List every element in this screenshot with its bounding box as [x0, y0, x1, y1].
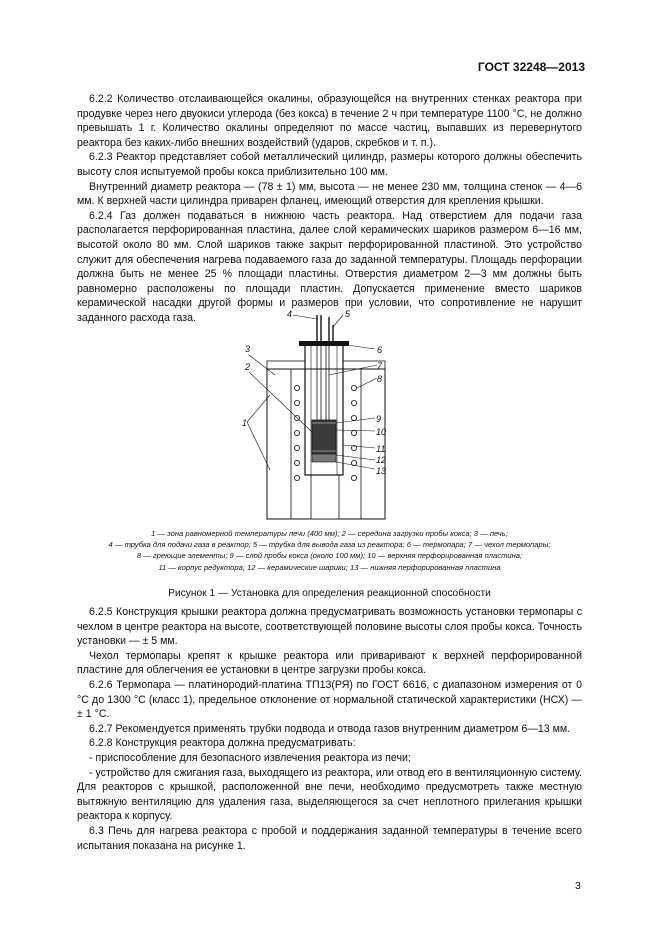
legend-line: 8 — греющие элементы; 9 — слой пробы кокса (около 100 мм); 10 — верхняя перфорированная пластина; — [136, 551, 523, 561]
paragraph: 6.2.2 Количество отслаивающейся окалины, образующейся на внутренних стенках реактора при продувке через него двуокиси углерода (без кокса) в течение 2 ч при температуре 1100 °С, не должно превышать 1 г. Количество окалины определяют по массе частиц, выпавших из перевернутого реактора без каких-либо внешних воздействий (ударов, скребков и т. п.). — [77, 93, 582, 149]
paragraph: 6.3 Печь для нагрева реактора с пробой и поддержания заданной температуры в течение всего испытания показана на рисунке 1. — [77, 824, 582, 852]
label-10: 10 — [376, 427, 387, 437]
label-12: 12 — [376, 455, 387, 465]
label-2: 2 — [245, 362, 251, 372]
label-9: 9 — [376, 414, 382, 424]
document-header: ГОСТ 32248—2013 — [477, 60, 585, 74]
paragraph: - приспособление для безопасного извлечения реактора из печи; — [89, 751, 411, 764]
figure-title: Рисунок 1 — Установка для определения реакционной способности — [168, 588, 491, 599]
legend-line: 4 — трубка для подачи газа в реактор; 5 — трубка для вывода газа из реактора; 6 — термопара; 7 — чехол термопары; — [108, 540, 551, 550]
label-5: 5 — [345, 309, 351, 319]
body-text-top — [77, 92, 582, 326]
legend-line: 11 — корпус редуктора; 12 — керамические шарики; 13 — нижняя перфорированная пластина — [158, 562, 501, 572]
label-7: 7 — [377, 361, 383, 371]
label-13: 13 — [376, 466, 387, 476]
paragraph: 6.2.8 Конструкция реактора должна предусматривать: — [89, 737, 356, 750]
page-number: 3 — [575, 880, 581, 892]
label-8: 8 — [377, 374, 383, 384]
paragraph: Чехол термопары крепят к крышке реактора или приваривают к верхней перфорированной пластине для облегчения ее установки в центре загрузки пробы кокса. — [77, 649, 582, 677]
label-4: 4 — [287, 309, 293, 319]
body-text-bottom — [77, 605, 582, 853]
paragraph: 6.2.3 Реактор представляет собой металлический цилиндр, размеры которого должны обеспечить высоту слоя испытуемой пробы кокса приблизительно 100 мм. — [77, 151, 582, 178]
paragraph: - устройство для сжигания газа, выходящего из реактора, или отвод его в вентиляционную систему. Для реакторов с крышкой, расположенной вне печи, необходимо предусмотреть также местную вытяжную вентиляцию для удаления газа, выделяющегося за счет неплотного прилегания крышки реактора к корпусу. — [77, 766, 582, 823]
paragraph: Внутренний диаметр реактора — (78 ± 1) мм, высота — не менее 230 мм, толщина стенок — 4—6 мм. К верхней части цилиндра приварен фланец, имеющий отверстия для крепления крышки. — [77, 180, 582, 208]
paragraph: 6.2.7 Рекомендуется применять трубки подвода и отвода газов внутренним диаметром 6—13 мм. — [89, 722, 571, 735]
paragraph: 6.2.4 Газ должен подаваться в нижнюю часть реактора. Над отверстием для подачи газа располагается перфорированная пластина, далее слой керамических шариков размером 6—16 мм, высотой около 80 мм. Слой шариков также закрыт перфорированной пластиной. Это устройство служит для обеспечения нагрева подаваемого газа до заданной температуры. Площадь перфорации должна быть не менее 25 % площади пластины. Отверстия диаметром 2—3 мм должны быть равномерно расположены по площади пластин. Допускается применение вместо шариков керамической насадки другой формы и размеров при условии, что сопротивление не нарушит заданного расхода газа. — [77, 209, 582, 324]
label-11: 11 — [376, 444, 386, 454]
paragraph: 6.2.5 Конструкция крышки реактора должна предусматривать возможность установки термопары с чехлом в центре реактора на высоте, соответствующей половине высоты слоя пробы кокса. Точность установки — ± 5 мм. — [77, 606, 582, 648]
figure-legend — [77, 528, 582, 573]
label-6: 6 — [377, 345, 383, 355]
paragraph: 6.2.6 Термопара — платинородий-платина ТП13(РЯ) по ГОСТ 6616, с диапазоном измерения от 0 °С до 1300 °С (класс 1), предельное отклонение от нормальной статической характеристики (НСХ) — ± 1 °С. — [77, 678, 582, 721]
reactor-diagram-svg — [225, 305, 415, 525]
label-1: 1 — [242, 418, 248, 428]
legend-line: 1 — зона равномерной температуры печи (400 мм); 2 — середина загрузки пробы кокса; 3 — печь; — [151, 529, 508, 538]
reactor-diagram — [225, 305, 415, 525]
label-3: 3 — [245, 344, 251, 354]
